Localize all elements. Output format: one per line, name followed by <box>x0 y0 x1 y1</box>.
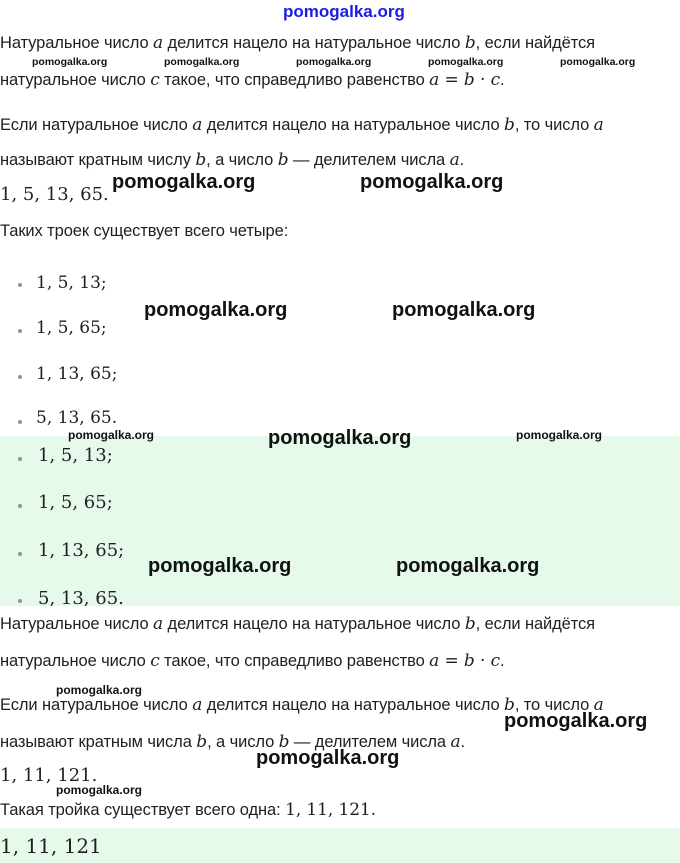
answer-value: 1, 11, 121 <box>0 834 102 858</box>
watermark: pomogalka.org <box>296 56 372 68</box>
watermark: pomogalka.org <box>32 56 108 68</box>
definition-line-2: натуральное число c такое, что справедливо равенство a = b · c. <box>0 70 505 90</box>
list-bullet <box>18 420 22 424</box>
watermark: pomogalka.org <box>516 428 603 442</box>
multiple-definition-line-2: называют кратным числа b, а число b — делителем числа a. <box>0 732 466 752</box>
watermark: pomogalka.org <box>68 428 155 442</box>
list-bullet <box>18 599 22 603</box>
list-bullet <box>18 457 22 461</box>
triples-count-text: Таких троек существует всего четыре: <box>0 222 289 240</box>
list-bullet <box>18 283 22 287</box>
answer-list-item: 1, 13, 65; <box>38 540 125 561</box>
watermark: pomogalka.org <box>148 555 292 577</box>
watermark: pomogalka.org <box>112 171 256 193</box>
answer-list-item: 1, 5, 65; <box>38 492 113 513</box>
answer-block-2 <box>0 828 680 863</box>
answer-list-item: 1, 5, 13; <box>38 445 113 466</box>
watermark: pomogalka.org <box>164 56 240 68</box>
watermark: pomogalka.org <box>360 171 504 193</box>
watermark: pomogalka.org <box>396 555 540 577</box>
list-item: 1, 5, 13; <box>36 273 107 293</box>
watermark: pomogalka.org <box>504 710 648 732</box>
definition-line-1: Натуральное число a делится нацело на натуральное число b, если найдётся <box>0 614 596 634</box>
watermark: pomogalka.org <box>56 683 143 697</box>
watermark: pomogalka.org <box>256 747 400 769</box>
list-item: 1, 5, 65; <box>36 318 107 338</box>
list-item: 1, 13, 65; <box>36 364 118 384</box>
list-item: 5, 13, 65. <box>36 408 118 428</box>
definition-line-1: Натуральное число a делится нацело на натуральное число b, если найдётся <box>0 33 596 53</box>
multiple-definition-line-1: Если натуральное число a делится нацело на натуральное число b, то число a <box>0 695 604 715</box>
watermark: pomogalka.org <box>56 783 143 797</box>
watermark: pomogalka.org <box>268 427 412 449</box>
divisors-list: 1, 11, 121. <box>0 765 98 786</box>
divisors-list: 1, 5, 13, 65. <box>0 184 109 205</box>
list-bullet <box>18 552 22 556</box>
multiple-definition-line-2: называют кратным числу b, а число b — делителем числа a. <box>0 150 465 170</box>
watermark: pomogalka.org <box>392 299 536 321</box>
list-bullet <box>18 375 22 379</box>
answer-list-item: 5, 13, 65. <box>38 588 124 606</box>
list-bullet <box>18 329 22 333</box>
watermark: pomogalka.org <box>144 299 288 321</box>
watermark: pomogalka.org <box>428 56 504 68</box>
triple-count-text: Такая тройка существует всего одна: 1, 11, 121. <box>0 800 376 820</box>
definition-line-2: натуральное число c такое, что справедливо равенство a = b · c. <box>0 651 505 671</box>
multiple-definition-line-1: Если натуральное число a делится нацело на натуральное число b, то число a <box>0 115 604 135</box>
watermark: pomogalka.org <box>560 56 636 68</box>
list-bullet <box>18 504 22 508</box>
site-watermark-top[interactable]: pomogalka.org <box>283 2 405 21</box>
